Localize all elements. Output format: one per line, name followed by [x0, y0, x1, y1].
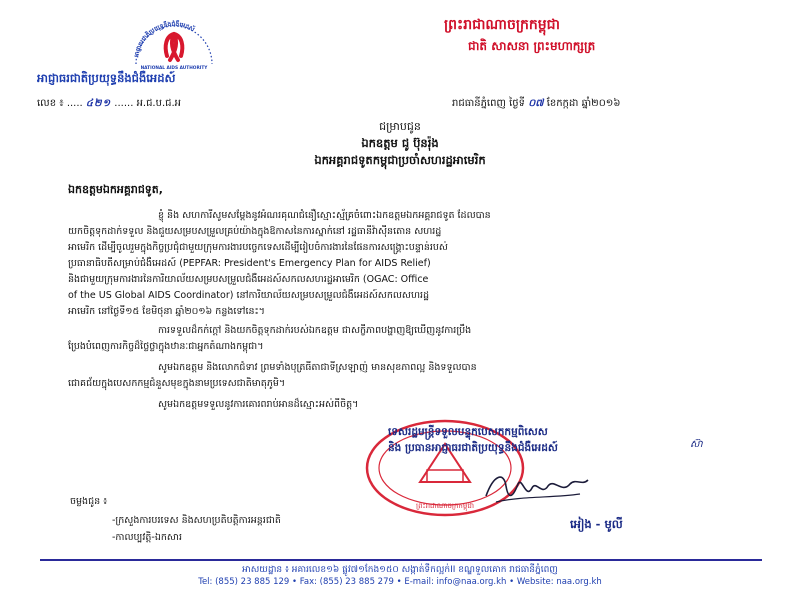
reference-number: លេខ ៖ ..... ៤២១ ...... អ.ជ.ប.ជ.អ [37, 98, 182, 109]
logo-arc-text: អាជ្ញាធរជាតិប្រយុទ្ធនឹងជំងឺអេដស៍ [133, 20, 196, 58]
date-suffix: ខែកក្កដា ឆ្នាំ២០១៦ [546, 98, 621, 109]
national-motto: ជាតិ សាសនា ព្រះមហាក្សត្រ [468, 39, 596, 53]
agency-title: អាជ្ញាធរជាតិប្រយុទ្ធនឹងជំងឺអេដស៍ [37, 71, 176, 85]
salutation: ឯកឧត្តមឯកអគ្គរាជទូត, [68, 183, 163, 196]
signer-title-line1: ទេសរដ្ឋមន្ត្រីទទួលបន្ទុកបេសកកម្មពិសេស [388, 426, 548, 438]
recipient-title: ឯកអគ្គរាជទូតកម្ពុជាប្រចាំសហរដ្ឋអាមេរិក [314, 153, 486, 167]
paragraph-line: សូមឯកឧត្តមទទួលនូវការគោរពរាប់អានដ៏ស្មោះអស់ពីចិត្ត។ [158, 399, 359, 410]
kingdom-heading: ព្រះរាជាណាចក្រកម្ពុជា [444, 17, 561, 33]
date-prefix: រាជធានីភ្នំពេញ ថ្ងៃទី [452, 98, 526, 109]
recipient-name: ឯកឧត្តម ជូ ប៊ុនរ៉ុង [361, 136, 439, 150]
paragraph-gratitude [68, 208, 726, 320]
paragraph-line: ប្រធានាធិបតីសម្រាប់ជំងឺអេដស៍ (PEPFAR: President's Emergency Plan for AIDS Relief) [68, 258, 431, 269]
paragraph-line: ប្រែងបំពេញការកិច្ចដ៏ថ្លៃថ្លាក្នុងឋានៈជាអ្នកតំណាងកម្ពុជា។ [68, 341, 264, 352]
footer-divider [40, 559, 762, 561]
paragraph-wishes [68, 360, 726, 392]
logo-english-text: NATIONAL AIDS AUTHORITY [140, 66, 208, 71]
paragraph-line: ជោគជ័យក្នុងបេសកកម្មជំនួសមុខក្នុងនាមប្រទេសជាតិមាតុភូមិ។ [68, 378, 286, 389]
red-ribbon-icon [166, 34, 183, 60]
footer-email: E-mail: info@naa.org.kh [404, 577, 507, 587]
footer-website: Website: naa.org.kh [516, 577, 602, 587]
paragraph-reception [68, 323, 726, 355]
paragraph-closing [68, 397, 726, 413]
letter-date [452, 96, 620, 111]
naa-logo [122, 16, 226, 74]
footer-fax: Fax: (855) 23 885 279 [299, 577, 394, 587]
ref-handwritten: ៤២១ [85, 98, 112, 109]
signature-scribble: ស៊ា [690, 439, 703, 450]
footer-address: អាសយដ្ឋាន ៖ អគារលេខ១៦ ផ្លូវ៧១កែង១៥០ សង្កាត់ទឹកល្អក់II ខណ្ឌទួលគោក រាជធានីភ្នំពេញ [242, 565, 558, 575]
signer-title-line2: និង ប្រធានអាជ្ញាធរជាតិប្រយុទ្ធនឹងជំងឺអេដស៍ [388, 442, 558, 454]
recipient-greeting: ជម្រាបជូន [379, 120, 421, 133]
cc-label: ចម្លងជូន ៖ [70, 496, 108, 507]
paragraph-line: យកចិត្តទុកដាក់ទទួល និងជួយសម្របសម្រួលគ្រប់យ៉ាងក្នុងឱកាសនៃការស្នាក់នៅ រដ្ឋធានីវ៉ាស៊ីនតោន សហរដ្ឋ [68, 226, 442, 237]
cc-item: -កាលប្បវត្តិ-ឯកសារ [112, 532, 182, 543]
paragraph-line: អាមេរិក នៅថ្ងៃទី១៥ ខែមិថុនា ឆ្នាំ២០១៦ កន្លងទៅនេះ។ [68, 306, 265, 317]
footer-tel: Tel: (855) 23 885 129 [198, 577, 290, 587]
cc-item: -ក្រសួងការបរទេស និងសហប្រតិបត្តិការអន្តរជាតិ [112, 515, 281, 526]
paragraph-line: និងជាមួយក្រុមការងារនៃការិយាល័យសម្របសម្រួលជំងឺអេដស៍សកលសហរដ្ឋអាមេរិក (OGAC: Office [68, 274, 429, 285]
footer-contacts: Tel: (855) 23 885 129 • Fax: (855) 23 885 279 • E-mail: info@naa.org.kh • Website: naa.org.kh [198, 577, 602, 587]
paragraph-line: of the US Global AIDS Coordinator) នៅការិយាល័យសម្របសម្រួលជំងឺអេដស៍សកលសហរដ្ឋ [68, 290, 430, 301]
stamp-text: ព្រះរាជាណាចក្រកម្ពុជា [415, 502, 475, 510]
date-day: ០៧ [528, 98, 544, 109]
paragraph-line: អាមេរិក ដើម្បីចូលរួមក្នុងកិច្ចប្រជុំជាមួយក្រុមការងារបច្ចេកទេសដើម្បីរៀបចំការងារនៃផែនការសង្គ្រោះបន្ទាន់របស់ [68, 242, 448, 253]
ref-suffix: អ.ជ.ប.ជ.អ [136, 98, 182, 109]
handwritten-signature [482, 466, 592, 510]
signer-name: អៀង - មូលី [570, 517, 623, 531]
paragraph-line: ការទទួលដ៏កក់ក្តៅ និងយកចិត្តទុកដាក់របស់ឯកឧត្តម ជាសក្ខីភាពបង្ហាញឱ្យឃើញនូវការប្រឹង [158, 325, 472, 336]
paragraph-line: ខ្ញុំ និង សហការីសូមសម្តែងនូវអំណរគុណជំនឿស្មោះស្ម័គ្រចំពោះឯកឧត្តមឯកអគ្គរាជទូត ដែលបាន [158, 210, 491, 221]
paragraph-line: សូមឯកឧត្តម និងលោកជំទាវ ព្រមទាំងបុត្រធីតាជាទីស្រឡាញ់ មានសុខភាពល្អ និងទទួលបាន [158, 362, 477, 373]
ref-label: លេខ ៖ [37, 98, 64, 109]
